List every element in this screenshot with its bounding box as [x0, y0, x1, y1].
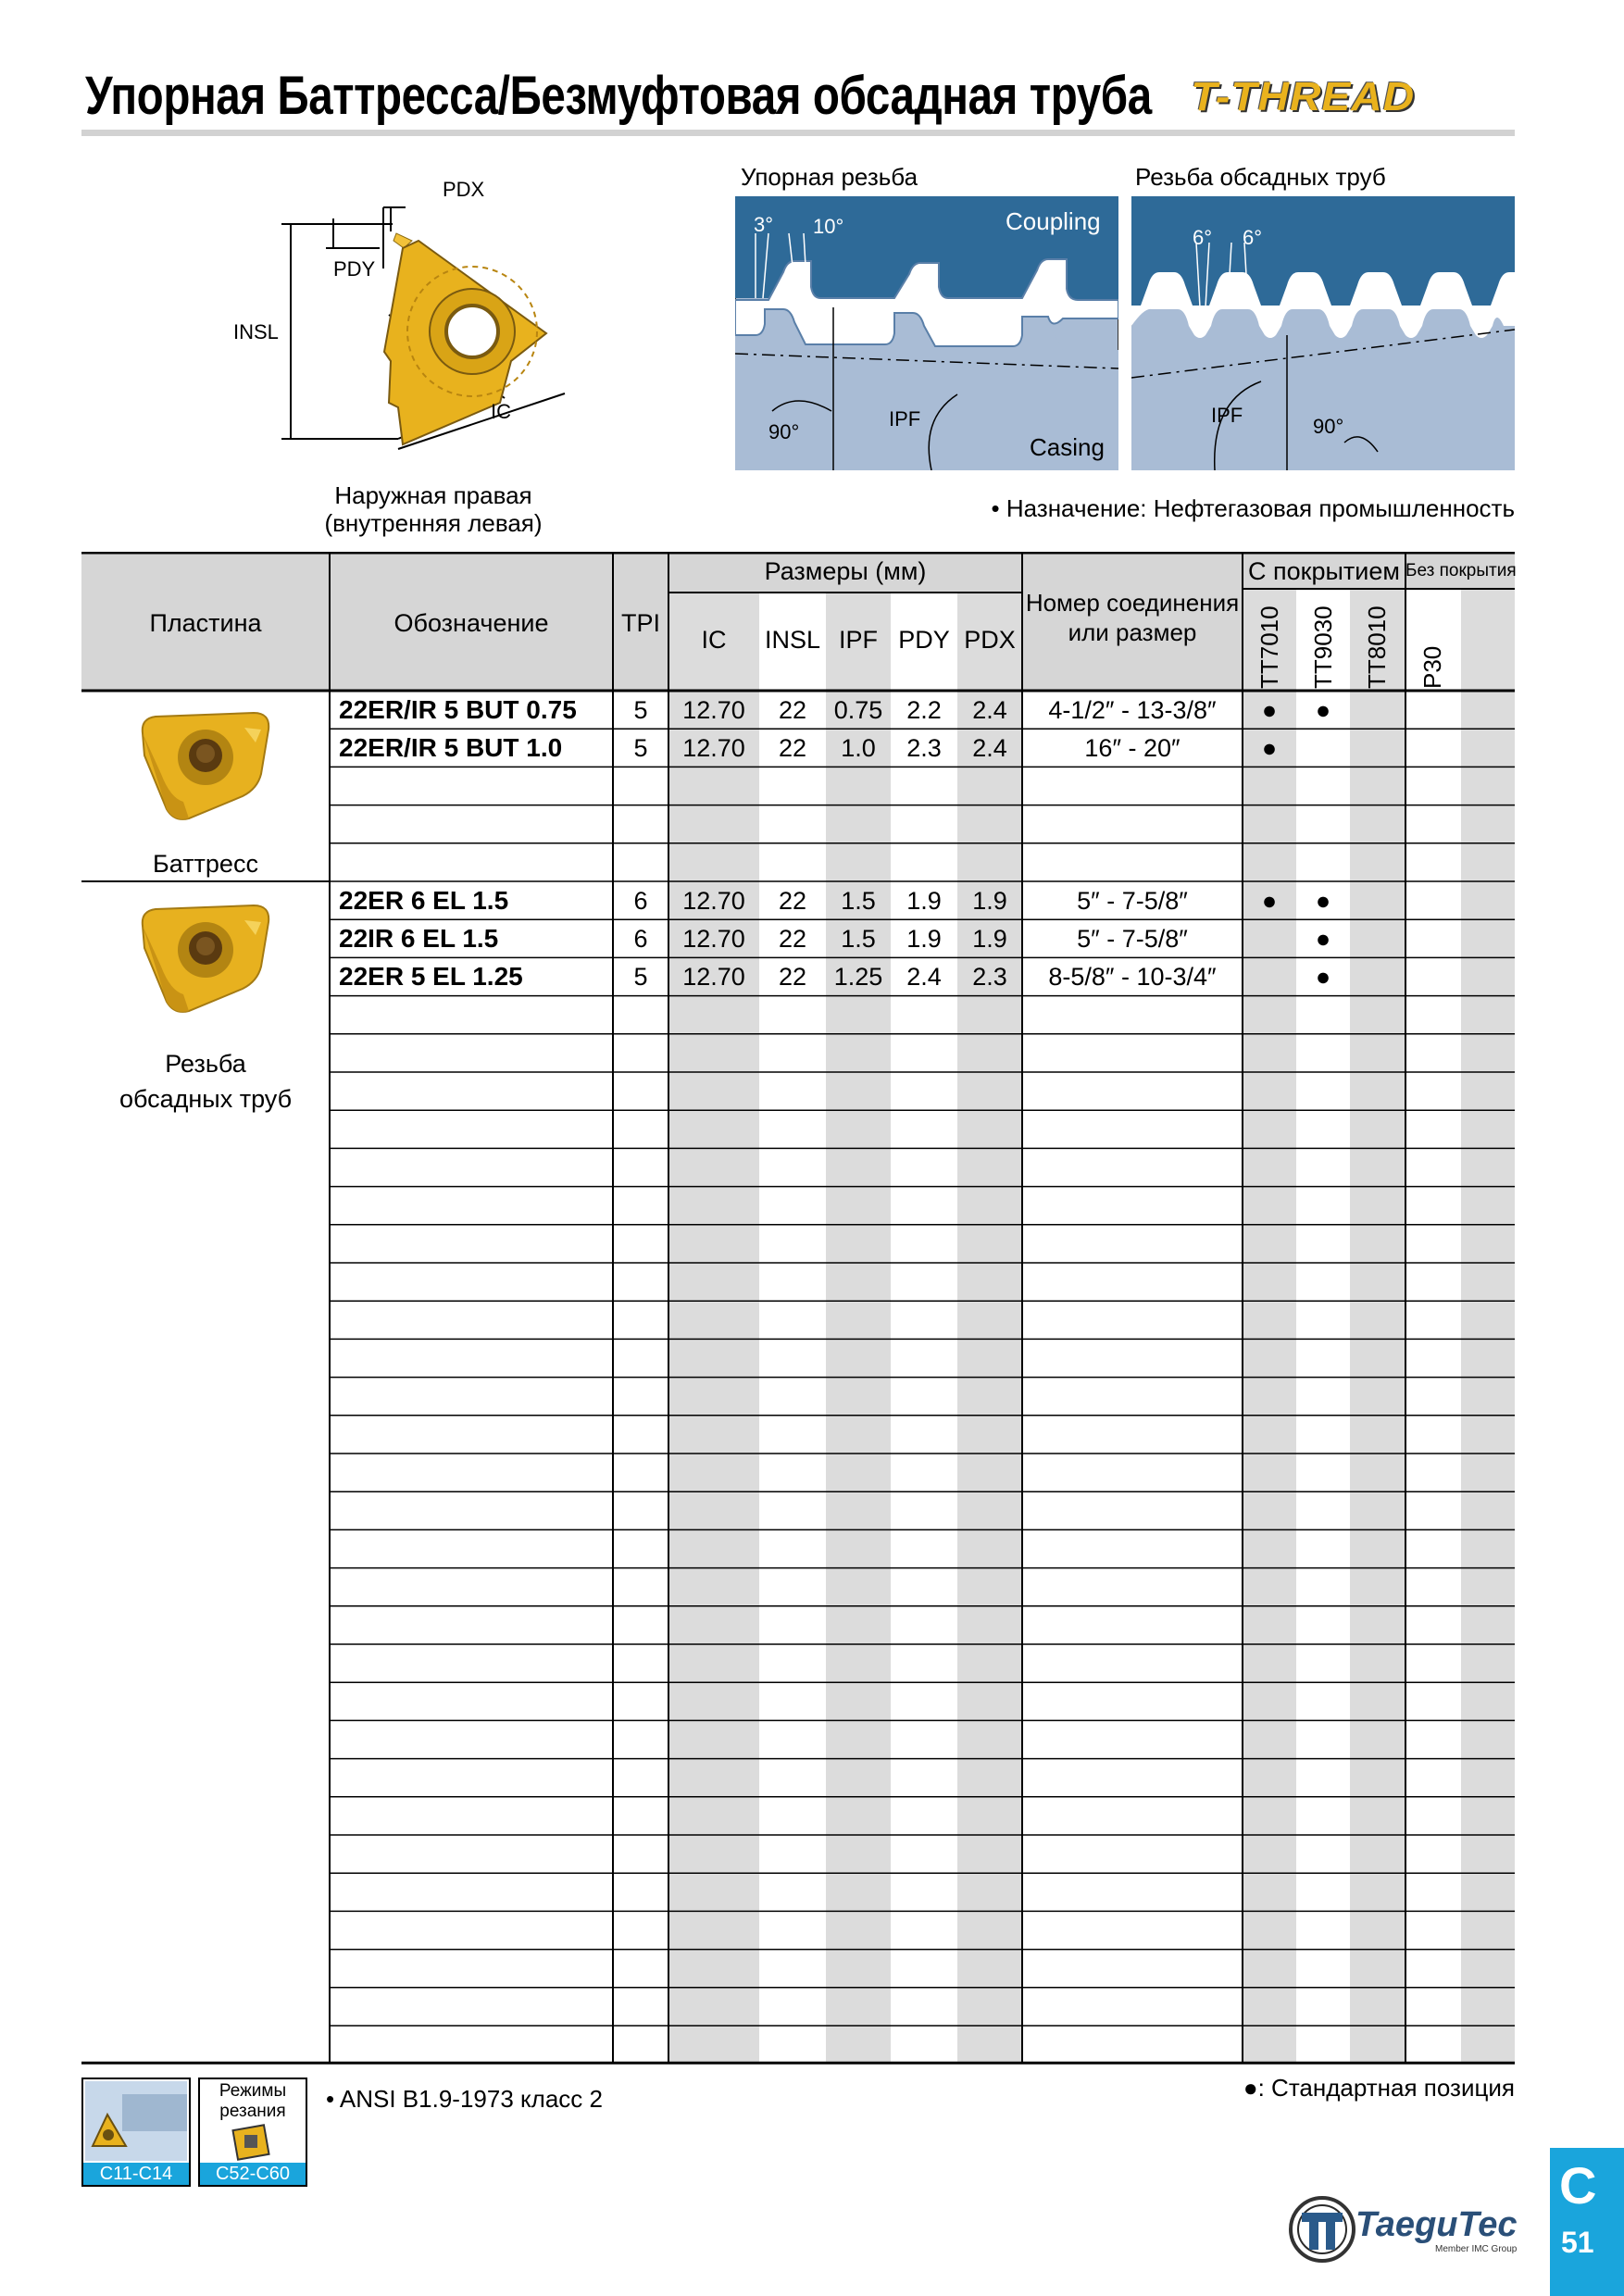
row-tpi: 5	[633, 734, 648, 763]
row-ipf: 1.5	[841, 925, 876, 954]
row-code: 22IR 6 EL 1.5	[339, 924, 499, 954]
header-grade-p30: P30	[1418, 645, 1446, 689]
header-insl: INSL	[764, 626, 821, 654]
header-grade-tt9030: TT9030	[1309, 605, 1337, 689]
taegutec-logo-text: TaeguTec	[1355, 2205, 1518, 2244]
insert-icon	[230, 2124, 276, 2161]
row-ipf: 1.5	[841, 887, 876, 915]
diagram-left-title: Упорная резьба	[741, 163, 918, 191]
ic-label: IC	[491, 400, 511, 423]
row-code: 22ER 6 EL 1.5	[339, 886, 509, 915]
header-insert: Пластина	[149, 609, 262, 637]
row-ic: 12.70	[682, 696, 745, 724]
table-grid	[81, 552, 1515, 2066]
row-ic: 12.70	[682, 734, 745, 763]
casing-ipf-label: IPF	[1211, 404, 1243, 427]
header-uncoated: Без покрытия	[1405, 561, 1517, 580]
nav-cutting-data-label: C52-C60	[200, 2163, 306, 2185]
group-casing-label-line1: Резьба	[165, 1050, 246, 1078]
header-pdy: PDY	[898, 626, 950, 654]
buttress-thread-diagram	[735, 196, 1118, 470]
row-size: 8-5/8″ - 10-3/4″	[1048, 963, 1217, 992]
casing-thread-diagram	[1131, 196, 1515, 470]
row-tpi: 6	[633, 925, 648, 954]
diagram-right-title: Резьба обсадных труб	[1135, 163, 1386, 191]
group-buttress-label: Баттресс	[153, 850, 258, 878]
buttress-insert-image	[133, 709, 278, 820]
pdy-label: PDY	[333, 257, 376, 281]
row-insl: 22	[778, 963, 807, 992]
row-tt9030: ●	[1315, 887, 1331, 915]
row-pdx: 2.4	[972, 696, 1007, 724]
casing-angle-6a: 6°	[1193, 226, 1213, 249]
row-ipf: 1.0	[841, 734, 876, 763]
header-tpi: TPI	[620, 609, 660, 637]
row-ipf: 0.75	[833, 696, 883, 724]
row-tt9030: ●	[1315, 696, 1331, 724]
row-code: 22ER/IR 5 BUT 0.75	[339, 695, 577, 724]
section-tab-letter: C	[1559, 2156, 1597, 2215]
header-joint-line1: Номер соединения	[1025, 589, 1240, 617]
casing-insert-image	[133, 902, 278, 1013]
brand-logo: T-THREAD	[1191, 74, 1416, 119]
nav-cutting-data-link[interactable]	[198, 2078, 307, 2187]
page-number: 51	[1561, 2226, 1594, 2259]
nav-cutting-data-title1: Режимы	[219, 2081, 287, 2101]
application-note: • Назначение: Нефтегазовая промышленность	[991, 494, 1515, 522]
header-grade-tt7010: TT7010	[1255, 605, 1283, 689]
row-pdy: 1.9	[906, 887, 942, 915]
row-pdx: 2.3	[972, 963, 1007, 992]
row-size: 16″ - 20″	[1084, 734, 1181, 763]
row-tt7010: ●	[1261, 734, 1278, 763]
buttress-angle-90: 90°	[768, 420, 800, 443]
header-ic: IC	[701, 626, 727, 654]
row-tpi: 5	[633, 963, 648, 992]
row-ic: 12.70	[682, 963, 745, 992]
row-pdy: 2.4	[906, 963, 942, 992]
row-ipf: 1.25	[833, 963, 883, 992]
group-casing-label-line2: обсадных труб	[119, 1085, 293, 1113]
row-tpi: 5	[633, 696, 648, 724]
inserts-table	[81, 552, 1515, 2066]
pdx-label: PDX	[443, 178, 485, 201]
header-ipf: IPF	[838, 626, 878, 654]
insl-label: INSL	[233, 320, 279, 343]
row-code: 22ER 5 EL 1.25	[339, 962, 523, 992]
buttress-ipf-label: IPF	[889, 407, 921, 430]
header-joint-line2: или размер	[1068, 618, 1197, 646]
row-ic: 12.70	[682, 887, 745, 915]
row-pdx: 2.4	[972, 734, 1007, 763]
row-tt9030: ●	[1315, 925, 1331, 954]
legend-standard-item: ●: Стандартная позиция	[1243, 2074, 1515, 2102]
standard-note: • ANSI B1.9-1973 класс 2	[326, 2085, 603, 2113]
row-pdy: 2.3	[906, 734, 942, 763]
row-size: 5″ - 7-5/8″	[1077, 925, 1188, 954]
row-pdx: 1.9	[972, 925, 1007, 954]
row-size: 4-1/2″ - 13-3/8″	[1048, 696, 1217, 724]
row-pdx: 1.9	[972, 887, 1007, 915]
title-rule	[81, 130, 1515, 136]
casing-angle-6b: 6°	[1243, 226, 1263, 249]
row-insl: 22	[778, 696, 807, 724]
header-grade-tt8010: TT8010	[1363, 605, 1391, 689]
row-tt7010: ●	[1261, 887, 1278, 915]
casing-angle-90: 90°	[1313, 415, 1344, 438]
row-ic: 12.70	[682, 925, 745, 954]
insert-dimension-diagram	[222, 176, 611, 463]
row-pdy: 2.2	[906, 696, 942, 724]
row-insl: 22	[778, 887, 807, 915]
header-designation: Обозначение	[394, 609, 549, 637]
casing-label: Casing	[1030, 433, 1105, 461]
row-tpi: 6	[633, 887, 648, 915]
row-pdy: 1.9	[906, 925, 942, 954]
taegutec-logo-sub: Member IMC Group	[1435, 2244, 1518, 2254]
buttress-angle-3: 3°	[754, 213, 774, 236]
row-insl: 22	[778, 925, 807, 954]
row-insl: 22	[778, 734, 807, 763]
toolholder-icon	[85, 2081, 187, 2161]
buttress-angle-10: 10°	[813, 215, 844, 238]
nav-holders-link[interactable]	[81, 2078, 191, 2187]
row-tt9030: ●	[1315, 963, 1331, 992]
row-code: 22ER/IR 5 BUT 1.0	[339, 733, 563, 763]
page-title: Упорная Баттресса/Безмуфтовая обсадная труба	[85, 66, 1152, 126]
section-tab[interactable]	[1550, 2148, 1624, 2296]
nav-cutting-data-title2: резания	[219, 2102, 286, 2121]
coupling-label: Coupling	[1006, 207, 1101, 235]
row-size: 5″ - 7-5/8″	[1077, 887, 1188, 915]
header-pdx: PDX	[964, 626, 1016, 654]
nav-holders-label: C11-C14	[83, 2163, 189, 2185]
taegutec-logo-mark	[1285, 2192, 1359, 2266]
header-dimensions: Размеры (мм)	[764, 557, 927, 585]
row-tt7010: ●	[1261, 696, 1278, 724]
insert-caption-line1: Наружная правая	[334, 481, 532, 509]
header-coated: С покрытием	[1248, 557, 1400, 585]
insert-caption-line2: (внутренняя левая)	[324, 509, 543, 537]
